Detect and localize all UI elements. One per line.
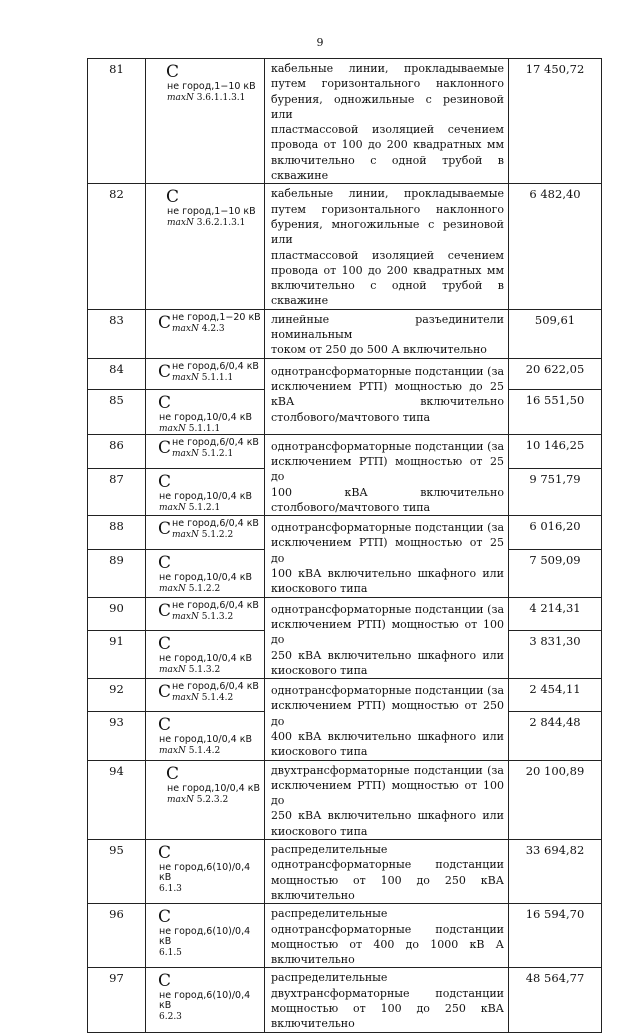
rate-value: 3 831,30 xyxy=(509,631,602,679)
description-line: киоскового типа xyxy=(271,582,368,596)
description-line: исключением РТП) мощностью от 100 до xyxy=(271,617,504,647)
row-number: 89 xyxy=(88,549,146,597)
rate-code-sub: 5.1.2.2 xyxy=(198,530,234,541)
description-line: однотрансформаторные подстанции (за xyxy=(271,439,504,453)
rate-value: 16 551,50 xyxy=(509,389,602,434)
row-number: 82 xyxy=(88,184,146,309)
description-cell xyxy=(265,358,509,434)
description-line: 100 кВА включительно xyxy=(271,485,504,499)
rate-symbol: C xyxy=(158,715,172,736)
table-row xyxy=(88,358,602,389)
page-number: 9 xyxy=(316,36,324,49)
rate-symbol: C xyxy=(158,519,172,540)
rate-value: 4 214,31 xyxy=(509,597,602,631)
rate-value: 17 450,72 xyxy=(509,59,602,184)
rate-code-sup: не город,6/0,4 кВ xyxy=(172,599,259,611)
rate-code-sub-italic: maxN xyxy=(172,530,199,541)
rate-code-sub: 4.2.3 xyxy=(198,323,225,334)
rate-value: 16 594,70 xyxy=(509,904,602,968)
table-row xyxy=(88,968,602,1032)
description-line: исключением РТП) мощностью от 100 до xyxy=(271,778,504,808)
description-line: включительно xyxy=(271,1017,355,1031)
rate-code-sup: не город,10/0,4 кВ xyxy=(159,490,252,502)
rate-code-sub-italic: maxN xyxy=(167,93,194,103)
description-cell xyxy=(265,434,509,515)
table-row xyxy=(88,59,602,184)
rate-value: 2 454,11 xyxy=(509,679,602,712)
rate-symbol: C xyxy=(158,907,172,928)
rate-code-sup: не город,10/0,4 кВ xyxy=(159,571,252,583)
rate-code xyxy=(146,840,265,904)
rate-code xyxy=(146,434,265,468)
rate-code-sup: не город,1−10 кВ xyxy=(167,206,256,218)
rate-code xyxy=(146,468,265,516)
description-line: включительно xyxy=(271,888,355,902)
rate-code-sub: 5.1.3.2 xyxy=(198,611,234,622)
description-line: включительно xyxy=(271,953,355,967)
rate-code xyxy=(146,631,265,679)
rate-value: 7 509,09 xyxy=(509,549,602,597)
description-line: однотрансформаторные подстанции (за xyxy=(271,684,504,698)
description-line: однотрансформаторные подстанции (за xyxy=(271,521,504,535)
description-line: 250 кВА включительно шкафного или xyxy=(271,648,504,662)
description-line: исключением РТП) мощностью от 250 до xyxy=(271,699,504,728)
rate-code-sup: не город,6(10)/0,4 кВ xyxy=(159,926,251,948)
rate-code-sub-italic: maxN xyxy=(172,323,199,334)
rate-code-sup: не город,6(10)/0,4 кВ xyxy=(159,990,251,1012)
description-line: 400 кВА включительно шкафного или xyxy=(271,729,504,743)
rate-code-sub: 6.2.3 xyxy=(159,1012,182,1023)
description-line: киоскового типа xyxy=(271,663,368,677)
rate-code xyxy=(146,184,265,309)
description-line: двухтрансформаторные подстанции (за xyxy=(271,763,504,777)
rate-code-sup: не город,1−20 кВ xyxy=(172,311,261,323)
description-line: включительно с одной трубой в скважине xyxy=(271,153,504,183)
rate-code-sub-italic: maxN xyxy=(167,794,194,805)
rate-value: 509,61 xyxy=(509,309,602,358)
row-number: 85 xyxy=(88,389,146,434)
rate-code xyxy=(146,760,265,839)
description-cell xyxy=(265,904,509,968)
description-cell xyxy=(265,516,509,597)
rate-code xyxy=(146,968,265,1032)
description-cell xyxy=(265,968,509,1032)
description-line: однотрансформаторные подстанции (за xyxy=(271,364,504,378)
rate-code-sub: 5.1.2.1 xyxy=(185,502,221,513)
row-number: 96 xyxy=(88,904,146,968)
rate-symbol: C xyxy=(158,392,172,413)
rate-code-sub: 5.1.1.1 xyxy=(185,423,221,434)
description-line: исключением РТП) мощностью до 25 xyxy=(271,379,504,393)
rate-code-sup: не город,10/0,4 кВ xyxy=(159,734,252,746)
description-cell xyxy=(265,840,509,904)
rate-value: 33 694,82 xyxy=(509,840,602,904)
rate-value: 6 016,20 xyxy=(509,516,602,550)
rate-code-sub-italic: maxN xyxy=(172,611,199,622)
row-number: 81 xyxy=(88,59,146,184)
row-number: 94 xyxy=(88,760,146,839)
rate-code-sub: 6.1.5 xyxy=(159,948,182,959)
description-cell xyxy=(265,760,509,839)
rate-code xyxy=(146,516,265,550)
rate-symbol: C xyxy=(158,552,172,573)
rate-code xyxy=(146,59,265,184)
rate-symbol: C xyxy=(158,312,172,333)
rate-code-sup: не город,6/0,4 кВ xyxy=(172,518,259,530)
rate-code-sup: не город,10/0,4 кВ xyxy=(167,782,260,794)
row-number: 97 xyxy=(88,968,146,1032)
description-cell xyxy=(265,679,509,760)
row-number: 90 xyxy=(88,597,146,631)
row-number: 83 xyxy=(88,309,146,358)
rate-code-sub: 5.1.2.1 xyxy=(198,448,234,459)
rate-code-sub: 3.6.2.1.3.1 xyxy=(193,218,246,229)
rate-symbol: C xyxy=(158,600,172,621)
rate-code-sup: не город,1−10 кВ xyxy=(167,81,256,92)
description-line: распределительные xyxy=(271,843,388,857)
description-line: пластмассовой изоляцией сечением xyxy=(271,248,504,262)
description-line: бурения, одножильные с резиновой или xyxy=(271,92,504,121)
description-line: кабельные линии, прокладываемые xyxy=(271,187,504,201)
rate-code-sub: 5.1.4.2 xyxy=(198,693,234,704)
rate-code-sub-italic: maxN xyxy=(172,693,199,704)
description-line: однотрансформаторные подстанции (за xyxy=(271,602,504,616)
description-line: однотрансформаторные подстанции xyxy=(271,922,504,936)
description-line: линейные разъединители номинальным xyxy=(271,312,504,342)
rate-symbol: C xyxy=(158,361,172,382)
rate-code xyxy=(146,309,265,358)
description-cell xyxy=(265,59,509,184)
rate-code-sub: 5.1.3.2 xyxy=(185,665,221,676)
description-line: путем горизонтального наклонного xyxy=(271,202,504,216)
rate-code-sub: 5.1.1.1 xyxy=(198,372,234,383)
description-cell xyxy=(265,597,509,678)
description-line: бурения, многожильные с резиновой или xyxy=(271,217,504,247)
description-line: двухтрансформаторные подстанции xyxy=(271,986,504,1000)
table-row xyxy=(88,516,602,550)
row-number: 87 xyxy=(88,468,146,516)
rate-code xyxy=(146,904,265,968)
table-row xyxy=(88,760,602,839)
rate-code-sub-italic: maxN xyxy=(159,583,186,594)
description-line: пластмассовой изоляцией сечением xyxy=(271,123,504,137)
rate-code-sub-italic: maxN xyxy=(172,448,199,459)
row-number: 86 xyxy=(88,434,146,468)
tariff-table xyxy=(87,58,602,1033)
table-row xyxy=(88,904,602,968)
table-row xyxy=(88,840,602,904)
rate-code-sup: не город,10/0,4 кВ xyxy=(159,411,252,423)
description-line: исключением РТП) мощностью от 25 до xyxy=(271,536,504,565)
description-line: киоскового типа xyxy=(271,824,368,838)
rate-code-sub: 6.1.3 xyxy=(159,884,182,895)
rate-code-sub-italic: maxN xyxy=(159,746,186,757)
description-line: путем горизонтального наклонного xyxy=(271,77,504,91)
rate-code xyxy=(146,679,265,712)
rate-code-sub: 3.6.1.1.3.1 xyxy=(193,93,246,103)
description-line: 100 кВА включительно шкафного или xyxy=(271,567,504,581)
description-cell xyxy=(265,184,509,309)
rate-code-sub-italic: maxN xyxy=(172,372,199,383)
rate-symbol: C xyxy=(166,763,180,784)
rate-code-sub-italic: maxN xyxy=(159,665,186,676)
rate-symbol: C xyxy=(158,471,172,492)
description-line: распределительные xyxy=(271,971,388,985)
rate-value: 9 751,79 xyxy=(509,468,602,516)
description-line: током от 250 до 500 А включительно xyxy=(271,343,487,357)
description-line: 250 кВА включительно шкафного или xyxy=(271,809,504,823)
rate-code-sub: 5.1.2.2 xyxy=(185,583,221,594)
description-line: провода от 100 до 200 квадратных мм xyxy=(271,138,504,152)
row-number: 91 xyxy=(88,631,146,679)
rate-symbol: C xyxy=(166,187,180,208)
description-line: исключением РТП) мощностью от 25 до xyxy=(271,454,504,484)
description-line: распределительные xyxy=(271,907,388,921)
description-line: столбового/мачтового типа xyxy=(271,500,431,514)
rate-symbol: C xyxy=(166,62,180,82)
rate-code xyxy=(146,712,265,760)
rate-code-sup: не город,10/0,4 кВ xyxy=(159,653,252,665)
rate-code-sub: 5.2.3.2 xyxy=(193,794,229,805)
row-number: 84 xyxy=(88,358,146,389)
description-line: мощностью от 100 до 250 кВА xyxy=(271,1002,504,1016)
rate-value: 2 844,48 xyxy=(509,712,602,760)
row-number: 93 xyxy=(88,712,146,760)
description-line: киоскового типа xyxy=(271,745,368,759)
description-line: столбового/мачтового типа xyxy=(271,410,431,424)
rate-code xyxy=(146,389,265,434)
table-row xyxy=(88,679,602,712)
description-line: включительно с одной трубой в скважине xyxy=(271,279,504,308)
rate-symbol: C xyxy=(158,682,172,703)
rate-code-sub-italic: maxN xyxy=(159,502,186,513)
rate-value: 48 564,77 xyxy=(509,968,602,1032)
description-line: кабельные линии, прокладываемые xyxy=(271,62,504,75)
rate-code xyxy=(146,549,265,597)
table-row xyxy=(88,309,602,358)
rate-code-sup: не город,6/0,4 кВ xyxy=(172,681,259,693)
table-row xyxy=(88,434,602,468)
row-number: 88 xyxy=(88,516,146,550)
table-row xyxy=(88,184,602,309)
rate-code-sub-italic: maxN xyxy=(167,218,194,229)
rate-code-sup: не город,6(10)/0,4 кВ xyxy=(159,862,251,884)
description-line: мощностью от 400 до 1000 кВ А xyxy=(271,937,504,951)
rate-symbol: C xyxy=(158,843,172,864)
rate-symbol: C xyxy=(158,437,172,458)
description-cell xyxy=(265,309,509,358)
description-line: провода от 100 до 200 квадратных мм xyxy=(271,263,504,277)
rate-code xyxy=(146,597,265,631)
rate-code-sub: 5.1.4.2 xyxy=(185,746,221,757)
row-number: 92 xyxy=(88,679,146,712)
rate-symbol: C xyxy=(158,634,172,655)
rate-code-sub-italic: maxN xyxy=(159,423,186,434)
table-row xyxy=(88,597,602,631)
row-number: 95 xyxy=(88,840,146,904)
rate-value: 10 146,25 xyxy=(509,434,602,468)
rate-code-sup: не город,6/0,4 кВ xyxy=(172,360,259,372)
rate-symbol: C xyxy=(158,971,172,992)
rate-value: 20 622,05 xyxy=(509,358,602,389)
description-line: мощностью от 100 до 250 кВА xyxy=(271,873,504,887)
rate-code xyxy=(146,358,265,389)
description-line: однотрансформаторные подстанции xyxy=(271,858,504,872)
rate-code-sup: не город,6/0,4 кВ xyxy=(172,436,259,448)
rate-value: 6 482,40 xyxy=(509,184,602,309)
description-line: кВА включительно xyxy=(271,395,504,409)
rate-value: 20 100,89 xyxy=(509,760,602,839)
